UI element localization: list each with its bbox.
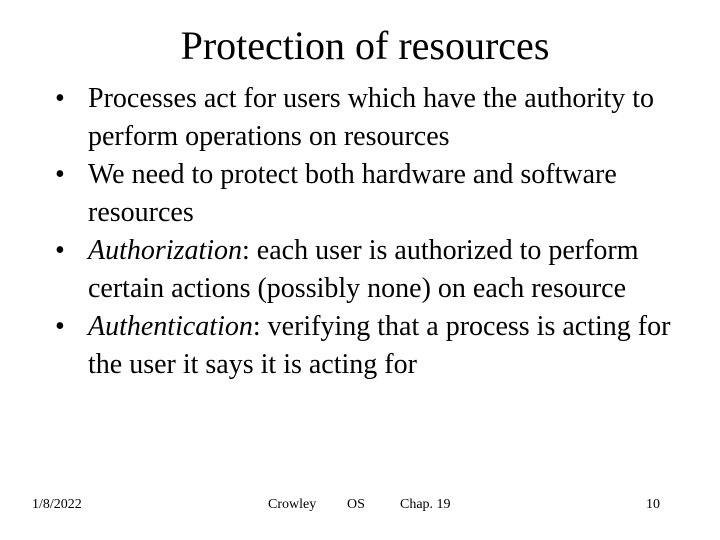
bullet-item	[55, 308, 695, 384]
footer-page-number: 10	[646, 497, 660, 512]
bullet-item	[55, 80, 695, 156]
bullet-term: Authorization	[88, 235, 243, 266]
bullet-marker: •	[55, 83, 65, 114]
footer-chapter: Chap. 19	[400, 497, 451, 512]
bullet-marker: •	[55, 311, 65, 342]
bullet-item	[55, 232, 695, 308]
bullet-marker: •	[55, 159, 65, 190]
bullet-text: We need to protect both hardware and software resources	[88, 159, 617, 228]
footer-author: Crowley	[268, 497, 317, 512]
footer-date: 1/8/2022	[32, 497, 82, 512]
bullet-item	[55, 156, 695, 232]
bullet-text: : each user is authorized to perform certain actions (possibly none) on each resource	[88, 235, 639, 304]
bullet-list	[55, 80, 695, 384]
bullet-marker: •	[55, 235, 65, 266]
bullet-text: Processes act for users which have the authority to perform operations on resources	[88, 83, 655, 152]
slide-title: Protection of resources	[180, 23, 550, 68]
bullet-term: Authentication	[88, 311, 253, 342]
footer-course: OS	[347, 497, 365, 512]
bullet-text: : verifying that a process is acting for the user it says it is acting for	[88, 311, 671, 380]
